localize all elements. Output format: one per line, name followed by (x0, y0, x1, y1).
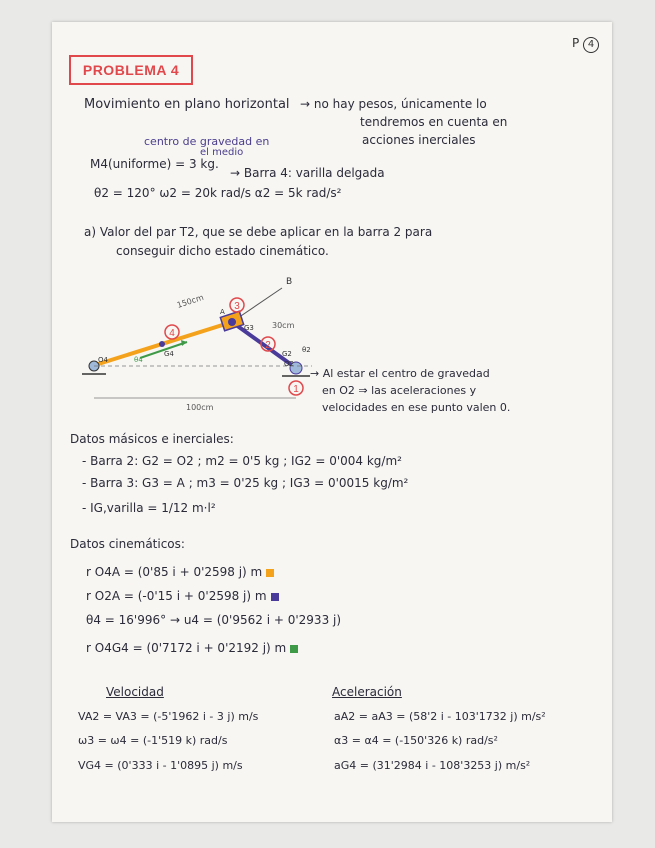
marker-3-label: 3 (234, 301, 240, 312)
joint-G4 (159, 341, 165, 347)
page-number-prefix: P (572, 36, 580, 50)
label-A: A (220, 308, 225, 316)
label-G4: G4 (164, 350, 174, 358)
velocity-1: VA2 = VA3 = (-5'1962 i - 3 j) m/s (78, 710, 259, 723)
side-note-2: en O2 ⇒ las aceleraciones y (322, 384, 477, 397)
marker-1-label: 1 (293, 384, 299, 395)
mass-line: M4(uniforme) = 3 kg. (90, 157, 219, 171)
arrow-note-2: tendremos en cuenta en (360, 115, 508, 129)
label-150cm: 150cm (175, 292, 205, 310)
barra2-data: - Barra 2: G2 = O2 ; m2 = 0'5 kg ; IG2 = 0'004 kg/m² (82, 454, 402, 468)
acceleration-3: aG4 = (31'2984 i - 108'3253 j) m/s² (334, 759, 531, 772)
page-number-circle: 4 (583, 37, 599, 53)
purple-swatch (271, 593, 279, 601)
label-theta2: θ2 (302, 346, 311, 354)
barra-note: → Barra 4: varilla delgada (230, 166, 385, 180)
question-line-2: conseguir dicho estado cinemático. (116, 244, 329, 258)
acceleration-1: aA2 = aA3 = (58'2 i - 103'1732 j) m/s² (334, 710, 546, 723)
side-note-3: velocidades en ese punto valen 0. (322, 401, 511, 414)
joint-A (228, 318, 236, 326)
label-G2: G2 (282, 350, 292, 358)
velocidad-title: Velocidad (106, 685, 164, 699)
acceleration-2: α3 = α4 = (-150'326 k) rad/s² (334, 734, 498, 747)
green-swatch (290, 645, 298, 653)
varilla-inertia: - IG,varilla = 1/12 m·l² (82, 501, 216, 515)
centro-note-2: el medio (200, 147, 244, 158)
side-note-1: → Al estar el centro de gravedad (310, 367, 490, 380)
marker-4-label: 4 (169, 328, 175, 339)
velocity-2: ω3 = ω4 = (-1'519 k) rad/s (78, 734, 228, 747)
barra3-data: - Barra 3: G3 = A ; m3 = 0'25 kg ; IG3 = 0'0015 kg/m² (82, 476, 409, 490)
arrow-note-3: acciones inerciales (362, 133, 476, 147)
cinematicos-title: Datos cinemáticos: (70, 537, 185, 551)
label-G3: G3 (244, 324, 254, 332)
intro-line: Movimiento en plano horizontal (84, 97, 290, 112)
r-o4g4-line (86, 641, 298, 655)
aceleracion-title: Aceleración (332, 685, 402, 699)
marker-2-label: 2 (265, 340, 271, 351)
mechanism-diagram (82, 270, 312, 420)
notebook-page (52, 22, 612, 822)
velocity-3: VG4 = (0'333 i - 1'0895 j) m/s (78, 759, 243, 772)
page-number (572, 36, 599, 53)
arrow-note-1: → no hay pesos, únicamente lo (300, 97, 487, 111)
masicos-title: Datos másicos e inerciales: (70, 432, 234, 446)
label-100cm: 100cm (186, 403, 214, 412)
question-line-1: a) Valor del par T2, que se debe aplicar en la barra 2 para (84, 225, 433, 239)
label-theta4: θ4 (134, 356, 143, 364)
r-o4a-line (86, 565, 274, 579)
r-o4a: r O4A = (0'85 i + 0'2598 j) m (86, 565, 263, 579)
label-O4: O4 (98, 356, 108, 364)
orange-swatch (266, 569, 274, 577)
theta-line: θ2 = 120° ω2 = 20k rad/s α2 = 5k rad/s² (94, 186, 342, 200)
r-o4g4: r O4G4 = (0'7172 i + 0'2192 j) m (86, 641, 287, 655)
theta4-line: θ4 = 16'996° → u4 = (0'9562 i + 0'2933 j) (86, 613, 342, 627)
r-o2a: r O2A = (-0'15 i + 0'2598 j) m (86, 589, 267, 603)
label-B: B (286, 277, 293, 287)
problem-title: PROBLEMA 4 (69, 55, 193, 85)
r-o2a-line (86, 589, 279, 603)
centro-note-1: centro de gravedad en (144, 135, 270, 148)
label-O2: O2 (284, 360, 294, 368)
label-30cm: 30cm (272, 321, 295, 330)
